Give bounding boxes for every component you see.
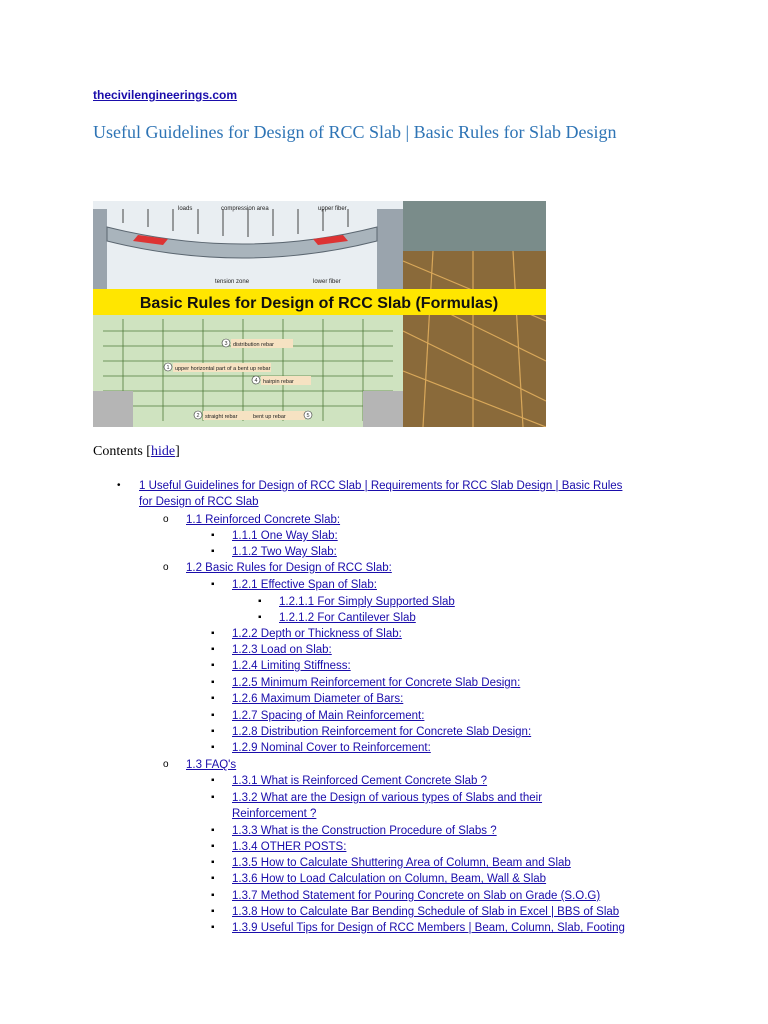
- bullet-square: ▪: [211, 742, 215, 753]
- bullet-square: ▪: [211, 530, 215, 541]
- bullet-square: ▪: [211, 710, 215, 721]
- contents-close: ]: [175, 444, 180, 459]
- toc-item-1-3-7[interactable]: 1.3.7 Method Statement for Pouring Concrete on Slab on Grade (S.O.G): [232, 890, 601, 902]
- bullet-square: ▪: [211, 792, 215, 803]
- toc-item-1-2-6[interactable]: 1.2.6 Maximum Diameter of Bars:: [232, 693, 404, 705]
- number-1: 1: [166, 365, 170, 371]
- bullet-square: ▪: [211, 693, 215, 704]
- toc-item-1[interactable]: 1 Useful Guidelines for Design of RCC Slab | Requirements for RCC Slab Design | Basic Rules: [139, 480, 623, 492]
- toc-item-1-2-1-1[interactable]: 1.2.1.1 For Simply Supported Slab: [279, 596, 455, 608]
- bullet-square: ▪: [211, 841, 215, 852]
- bullet-square: ▪: [211, 890, 215, 901]
- bullet-square: ▪: [211, 677, 215, 688]
- bullet-square: ▪: [211, 922, 215, 933]
- bullet-square: ▪: [258, 612, 262, 623]
- bullet-square: ▪: [211, 546, 215, 557]
- number-4: 4: [254, 378, 258, 384]
- label-lower-fiber: lower fiber: [313, 279, 341, 285]
- bullet-square: ▪: [211, 628, 215, 639]
- toc-item-1-2-1-2[interactable]: 1.2.1.2 For Cantilever Slab: [279, 612, 416, 624]
- label-upper-fiber: upper fiber: [318, 206, 347, 212]
- label-tension: tension zone: [215, 279, 250, 285]
- toc-item-1-2-5[interactable]: 1.2.5 Minimum Reinforcement for Concrete Slab Design:: [232, 677, 521, 689]
- toc-item-1-3-8[interactable]: 1.3.8 How to Calculate Bar Bending Schedule of Slab in Excel | BBS of Slab: [232, 906, 620, 918]
- toc-item-1-3-5[interactable]: 1.3.5 How to Calculate Shuttering Area of Column, Beam and Slab: [232, 857, 571, 869]
- slab-diagram-illustration: [93, 201, 546, 427]
- toc-item-1-3-9[interactable]: 1.3.9 Useful Tips for Design of RCC Members | Beam, Column, Slab, Footing: [232, 922, 625, 934]
- toc-item-1-cont[interactable]: for Design of RCC Slab: [139, 496, 259, 508]
- toc-item-1-2-9[interactable]: 1.2.9 Nominal Cover to Reinforcement:: [232, 742, 431, 754]
- label-straight: straight rebar: [205, 414, 238, 420]
- toc-item-1-2-8[interactable]: 1.2.8 Distribution Reinforcement for Concrete Slab Design:: [232, 726, 532, 738]
- toc-item-1-2-4[interactable]: 1.2.4 Limiting Stiffness:: [232, 660, 351, 672]
- label-upper-horizontal: upper horizontal part of a bent up rebar: [175, 366, 271, 372]
- number-2: 2: [196, 413, 200, 419]
- bullet-square: ▪: [211, 775, 215, 786]
- toc-item-1-3-2-cont[interactable]: Reinforcement ?: [232, 808, 317, 820]
- toc-item-1-1-2[interactable]: 1.1.2 Two Way Slab:: [232, 546, 337, 558]
- banner-text: Basic Rules for Design of RCC Slab (Formulas): [139, 295, 499, 312]
- bullet-square: ▪: [211, 825, 215, 836]
- toc-item-1-2-2[interactable]: 1.2.2 Depth or Thickness of Slab:: [232, 628, 402, 640]
- toc-item-1-3-4[interactable]: 1.3.4 OTHER POSTS:: [232, 841, 347, 853]
- toc-item-1-2-7[interactable]: 1.2.7 Spacing of Main Reinforcement:: [232, 710, 425, 722]
- bullet-square: ▪: [211, 873, 215, 884]
- bullet-circle: o: [163, 759, 169, 770]
- toc-hide-link[interactable]: hide: [150, 444, 176, 459]
- number-5: 5: [306, 413, 310, 419]
- site-link[interactable]: thecivilengineerings.com: [93, 88, 238, 102]
- toc-item-1-1[interactable]: 1.1 Reinforced Concrete Slab:: [186, 514, 341, 526]
- contents-label: Contents [: [93, 444, 151, 459]
- label-compression: compression area: [221, 206, 269, 212]
- label-bent-up: bent up rebar: [253, 414, 286, 420]
- bullet-square: ▪: [211, 579, 215, 590]
- toc-item-1-3[interactable]: 1.3 FAQ's: [186, 759, 237, 771]
- toc-item-1-3-6[interactable]: 1.3.6 How to Load Calculation on Column, Beam, Wall & Slab: [232, 873, 547, 885]
- bullet-square: ▪: [211, 906, 215, 917]
- page-title: Useful Guidelines for Design of RCC Slab | Basic Rules for Slab Design: [93, 122, 617, 142]
- toc-item-1-2-1[interactable]: 1.2.1 Effective Span of Slab:: [232, 579, 377, 591]
- bullet-square: ▪: [211, 660, 215, 671]
- toc-item-1-2-3[interactable]: 1.2.3 Load on Slab:: [232, 644, 332, 656]
- toc-item-1-2[interactable]: 1.2 Basic Rules for Design of RCC Slab:: [186, 562, 392, 574]
- bullet-square: ▪: [211, 857, 215, 868]
- label-distribution: distribution rebar: [233, 342, 274, 348]
- toc-item-1-3-2[interactable]: 1.3.2 What are the Design of various types of Slabs and their: [232, 792, 543, 804]
- contents-heading: [93, 444, 180, 460]
- bullet-square: ▪: [211, 726, 215, 737]
- label-loads: loads: [178, 206, 193, 212]
- bullet-square: ▪: [211, 644, 215, 655]
- bullet-disc: •: [117, 480, 121, 491]
- bullet-circle: o: [163, 514, 169, 525]
- bullet-circle: o: [163, 562, 169, 573]
- number-3: 3: [224, 341, 228, 347]
- toc-item-1-1-1[interactable]: 1.1.1 One Way Slab:: [232, 530, 338, 542]
- bullet-square: ▪: [258, 596, 262, 607]
- toc-item-1-3-3[interactable]: 1.3.3 What is the Construction Procedure of Slabs ?: [232, 825, 497, 837]
- hero-image: [93, 201, 546, 427]
- toc-item-1-3-1[interactable]: 1.3.1 What is Reinforced Cement Concrete Slab ?: [232, 775, 488, 787]
- label-hairpin: hairpin rebar: [263, 379, 294, 385]
